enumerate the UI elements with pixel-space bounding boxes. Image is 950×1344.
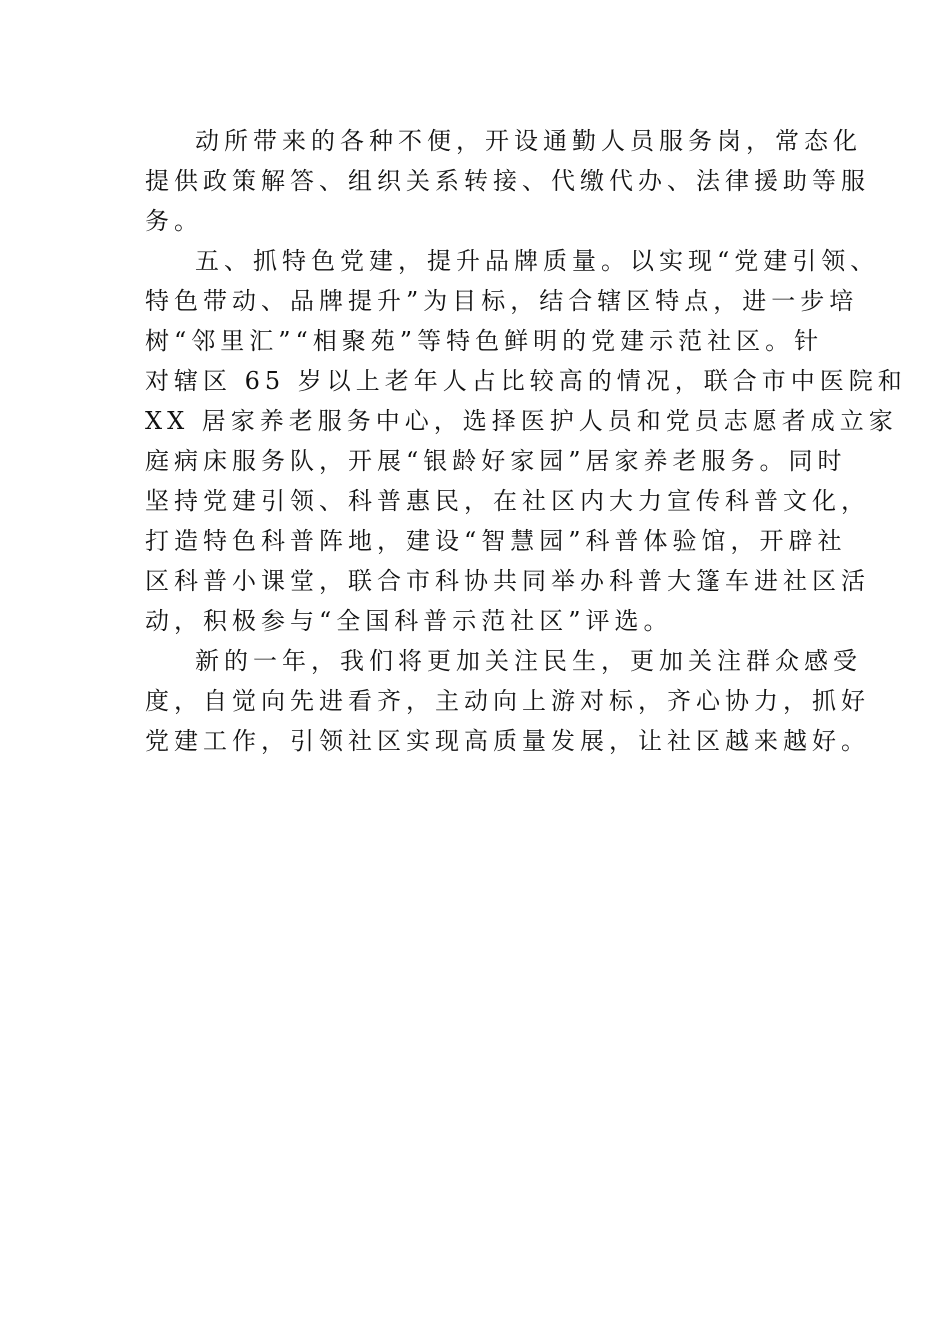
text-line: 对辖区 65 岁以上老年人占比较高的情况，联合市中医院和 — [145, 367, 907, 395]
paragraph-2 — [145, 241, 907, 641]
text-line: 党建工作，引领社区实现高质量发展，让社区越来越好。 — [145, 727, 870, 755]
text-line: 动所带来的各种不便，开设通勤人员服务岗，常态化 — [195, 127, 862, 155]
text-line: 动，积极参与“全国科普示范社区”评选。 — [145, 607, 673, 635]
document-body — [145, 121, 907, 761]
text-line: 特色带动、品牌提升”为目标，结合辖区特点，进一步培 — [145, 287, 859, 315]
text-line: 新的一年，我们将更加关注民生，更加关注群众感受 — [195, 647, 862, 675]
text-line: 区科普小课堂，联合市科协共同举办科普大篷车进社区活 — [145, 567, 870, 595]
text-line: XX 居家养老服务中心，选择医护人员和党员志愿者成立家 — [145, 407, 898, 435]
text-line: 打造特色科普阵地，建设“智慧园”科普体验馆，开辟社 — [145, 527, 847, 555]
paragraph-1 — [145, 121, 870, 241]
text-line: 树“邻里汇”“相聚苑”等特色鲜明的党建示范社区。针 — [145, 327, 824, 355]
paragraph-3 — [145, 641, 870, 761]
text-line: 务。 — [145, 207, 203, 235]
text-line: 坚持党建引领、科普惠民，在社区内大力宣传科普文化， — [145, 487, 870, 515]
text-line: 五、抓特色党建，提升品牌质量。以实现“党建引领、 — [195, 247, 880, 275]
text-line: 提供政策解答、组织关系转接、代缴代办、法律援助等服 — [145, 167, 870, 195]
text-line: 度，自觉向先进看齐，主动向上游对标，齐心协力，抓好 — [145, 687, 870, 715]
text-line: 庭病床服务队，开展“银龄好家园”居家养老服务。同时 — [145, 447, 847, 475]
